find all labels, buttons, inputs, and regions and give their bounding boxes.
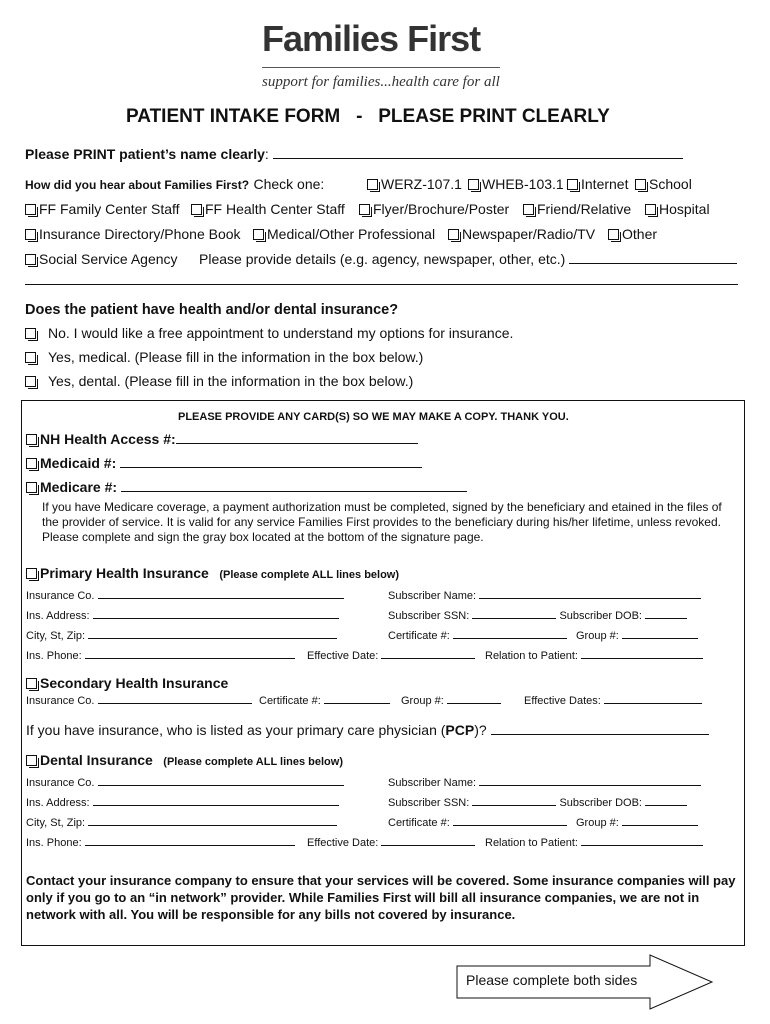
primary-city-row: City, St, Zip: bbox=[26, 628, 337, 642]
referral-option-social-service[interactable]: Social Service Agency bbox=[25, 251, 178, 267]
patient-name-label: Please PRINT patient’s name clearly bbox=[25, 146, 265, 162]
dental-ins-phone-field[interactable] bbox=[85, 835, 295, 846]
logo-title: Families First bbox=[262, 18, 481, 59]
referral-option-flyer[interactable]: Flyer/Brochure/Poster bbox=[359, 201, 509, 217]
dental-insurance-co-row: Insurance Co. bbox=[26, 775, 344, 789]
complete-both-sides-label: Please complete both sides bbox=[466, 972, 638, 988]
insurance-option-medical[interactable]: Yes, medical. (Please fill in the information in the box below.) bbox=[25, 349, 423, 365]
checkbox[interactable] bbox=[25, 376, 36, 387]
secondary-insurance-co-field[interactable] bbox=[98, 693, 252, 704]
checkbox[interactable] bbox=[359, 204, 370, 215]
primary-insurance-note: (Please complete ALL lines below) bbox=[219, 569, 400, 581]
primary-subscriber-name-row: Subscriber Name: bbox=[388, 588, 701, 602]
primary-certificate-field[interactable] bbox=[453, 628, 567, 639]
insurance-option-no[interactable]: No. I would like a free appointment to understand my options for insurance. bbox=[25, 325, 513, 341]
nh-health-access-field[interactable] bbox=[176, 431, 418, 444]
dental-effective-date-row: Effective Date: bbox=[307, 835, 475, 849]
secondary-certificate-field[interactable] bbox=[324, 693, 390, 704]
secondary-certificate-row: Certificate #: bbox=[259, 693, 390, 707]
checkbox[interactable] bbox=[26, 482, 37, 493]
medicaid-row: Medicaid #: bbox=[26, 455, 422, 471]
complete-both-sides-arrow bbox=[456, 954, 714, 1010]
referral-option-hospital[interactable]: Hospital bbox=[645, 201, 710, 217]
secondary-effective-dates-row: Effective Dates: bbox=[524, 693, 702, 707]
pcp-row: If you have insurance, who is listed as your primary care physician (PCP)? bbox=[26, 722, 709, 738]
secondary-insurance-co-row: Insurance Co. bbox=[26, 693, 252, 707]
primary-insurance-heading-row bbox=[26, 565, 399, 583]
primary-ins-address-field[interactable] bbox=[93, 608, 339, 619]
referral-option-wheb[interactable]: WHEB-103.1 bbox=[468, 176, 564, 192]
referral-option-newspaper[interactable]: Newspaper/Radio/TV bbox=[448, 226, 595, 242]
medicare-note: If you have Medicare coverage, a payment authorization must be completed, signed by the beneficiary and etained in the files of the provider of service. It is valid for any service Families First provides to the beneficiary during his/her lifetime, unless revoked. Please complete and sign the gray box located at the bottom of the signature page. bbox=[42, 500, 722, 544]
checkbox[interactable] bbox=[25, 352, 36, 363]
form-title: PATIENT INTAKE FORM - PLEASE PRINT CLEARLY bbox=[126, 106, 610, 127]
dental-group-field[interactable] bbox=[622, 815, 698, 826]
dental-insurance-note: (Please complete ALL lines below) bbox=[163, 756, 343, 768]
checkbox[interactable] bbox=[523, 204, 534, 215]
dental-ins-address-field[interactable] bbox=[93, 795, 339, 806]
primary-certificate-row: Certificate #: Group #: bbox=[388, 628, 698, 642]
checkbox[interactable] bbox=[26, 678, 37, 689]
checkbox[interactable] bbox=[635, 179, 646, 190]
primary-subscriber-name-field[interactable] bbox=[479, 588, 701, 599]
checkbox[interactable] bbox=[25, 204, 36, 215]
checkbox[interactable] bbox=[25, 254, 36, 265]
dental-certificate-field[interactable] bbox=[453, 815, 567, 826]
checkbox[interactable] bbox=[645, 204, 656, 215]
checkbox[interactable] bbox=[25, 229, 36, 240]
checkbox[interactable] bbox=[26, 458, 37, 469]
dental-city-row: City, St, Zip: bbox=[26, 815, 337, 829]
dental-subscriber-dob-field[interactable] bbox=[645, 795, 687, 806]
dental-subscriber-name-field[interactable] bbox=[479, 775, 701, 786]
dental-subscriber-name-row: Subscriber Name: bbox=[388, 775, 701, 789]
pcp-field[interactable] bbox=[491, 722, 709, 735]
referral-option-ff-family-center[interactable]: FF Family Center Staff bbox=[25, 201, 180, 217]
primary-ins-address-row: Ins. Address: bbox=[26, 608, 339, 622]
dental-relation-field[interactable] bbox=[581, 835, 703, 846]
primary-subscriber-ssn-row: Subscriber SSN: Subscriber DOB: bbox=[388, 608, 687, 622]
referral-option-medical-professional[interactable]: Medical/Other Professional bbox=[253, 226, 435, 242]
referral-option-ff-health-center[interactable]: FF Health Center Staff bbox=[191, 201, 345, 217]
insurance-question: Does the patient have health and/or dental insurance? bbox=[25, 302, 399, 318]
dental-ins-address-row: Ins. Address: bbox=[26, 795, 339, 809]
referral-option-internet[interactable]: Internet bbox=[567, 176, 628, 192]
checkbox[interactable] bbox=[26, 755, 37, 766]
primary-subscriber-dob-field[interactable] bbox=[645, 608, 687, 619]
checkbox[interactable] bbox=[25, 328, 36, 339]
primary-insurance-co-row: Insurance Co. bbox=[26, 588, 344, 602]
dental-insurance-heading-row bbox=[26, 752, 343, 770]
primary-group-field[interactable] bbox=[622, 628, 698, 639]
checkbox[interactable] bbox=[567, 179, 578, 190]
medicare-field[interactable] bbox=[121, 479, 467, 492]
primary-relation-field[interactable] bbox=[581, 648, 703, 659]
dental-city-field[interactable] bbox=[88, 815, 337, 826]
checkbox[interactable] bbox=[448, 229, 459, 240]
primary-subscriber-ssn-field[interactable] bbox=[472, 608, 556, 619]
primary-effective-date-row: Effective Date: bbox=[307, 648, 475, 662]
referral-details-line-2[interactable] bbox=[25, 284, 738, 285]
checkbox[interactable] bbox=[367, 179, 378, 190]
checkbox[interactable] bbox=[253, 229, 264, 240]
primary-effective-date-field[interactable] bbox=[381, 648, 475, 659]
logo-tagline: support for families...health care for all bbox=[262, 74, 500, 90]
checkbox[interactable] bbox=[26, 434, 37, 445]
primary-relation-row: Relation to Patient: bbox=[485, 648, 703, 662]
logo-divider bbox=[262, 67, 500, 68]
dental-certificate-row: Certificate #: Group #: bbox=[388, 815, 698, 829]
primary-insurance-co-field[interactable] bbox=[98, 588, 344, 599]
card-copy-note: PLEASE PROVIDE ANY CARD(S) SO WE MAY MAKE A COPY. THANK YOU. bbox=[178, 411, 569, 423]
secondary-insurance-heading-row bbox=[26, 675, 228, 693]
referral-instruction: Check one: bbox=[253, 176, 325, 192]
dental-effective-date-field[interactable] bbox=[381, 835, 475, 846]
referral-details-prompt: Please provide details (e.g. agency, newspaper, other, etc.) bbox=[199, 251, 566, 267]
medicaid-field[interactable] bbox=[120, 455, 422, 468]
referral-option-friend[interactable]: Friend/Relative bbox=[523, 201, 631, 217]
checkbox[interactable] bbox=[26, 568, 37, 579]
referral-option-school[interactable]: School bbox=[635, 176, 692, 192]
dental-insurance-heading: Dental Insurance bbox=[40, 752, 153, 768]
dental-subscriber-ssn-field[interactable] bbox=[472, 795, 556, 806]
referral-question: How did you hear about Families First? bbox=[25, 178, 250, 192]
primary-ins-phone-row: Ins. Phone: bbox=[26, 648, 295, 662]
checkbox[interactable] bbox=[608, 229, 619, 240]
secondary-effective-dates-field[interactable] bbox=[604, 693, 702, 704]
patient-name-row: Please PRINT patient’s name clearly: bbox=[25, 146, 683, 162]
checkbox[interactable] bbox=[191, 204, 202, 215]
dental-relation-row: Relation to Patient: bbox=[485, 835, 703, 849]
referral-option-insurance-directory[interactable]: Insurance Directory/Phone Book bbox=[25, 226, 241, 242]
referral-option-other[interactable]: Other bbox=[608, 226, 657, 242]
dental-insurance-co-field[interactable] bbox=[98, 775, 344, 786]
referral-question-row bbox=[25, 176, 324, 194]
primary-city-field[interactable] bbox=[88, 628, 337, 639]
secondary-group-field[interactable] bbox=[447, 693, 501, 704]
checkbox[interactable] bbox=[468, 179, 479, 190]
medicare-row: Medicare #: bbox=[26, 479, 467, 495]
secondary-insurance-heading: Secondary Health Insurance bbox=[40, 675, 229, 691]
dental-subscriber-ssn-row: Subscriber SSN: Subscriber DOB: bbox=[388, 795, 687, 809]
secondary-group-row: Group #: bbox=[401, 693, 501, 707]
primary-insurance-heading: Primary Health Insurance bbox=[40, 565, 209, 581]
referral-details-row bbox=[199, 251, 737, 267]
referral-details-field[interactable] bbox=[569, 251, 737, 264]
primary-ins-phone-field[interactable] bbox=[85, 648, 295, 659]
insurance-option-dental[interactable]: Yes, dental. (Please fill in the information in the box below.) bbox=[25, 373, 413, 389]
patient-name-field[interactable] bbox=[273, 146, 683, 159]
insurance-disclaimer: Contact your insurance company to ensure that your services will be covered. Some insurance companies will pay only if you go to an “in network” provider. While Families First will bill all insurance companies, we are not in network with all. You will be responsible for any bills not covered by insurance. bbox=[26, 873, 736, 922]
dental-ins-phone-row: Ins. Phone: bbox=[26, 835, 295, 849]
nh-health-access-row: NH Health Access #: bbox=[26, 431, 418, 447]
referral-option-werz[interactable]: WERZ-107.1 bbox=[367, 176, 462, 192]
